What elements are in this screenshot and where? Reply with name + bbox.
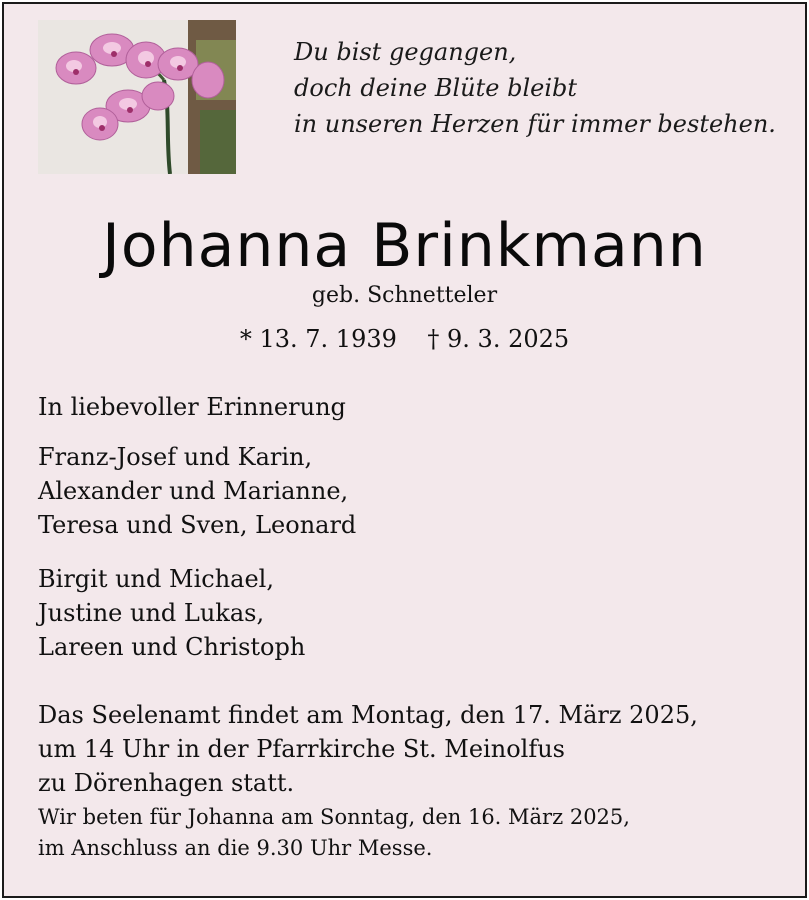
mourners-group-2 (38, 562, 305, 664)
obituary-card (2, 2, 807, 898)
mourner-line: Birgit und Michael, (38, 565, 274, 593)
mourners-intro (38, 390, 346, 424)
maiden-name: geb. Schnetteler (311, 283, 498, 308)
service-line: Das Seelenamt findet am Montag, den 17. März 2025, (38, 701, 698, 729)
birth-date: * 13. 7. 1939 (239, 325, 397, 353)
mourner-line: Teresa und Sven, Leonard (38, 511, 357, 539)
service-line: um 14 Uhr in der Pfarrkirche St. Meinolfus (38, 735, 565, 763)
death-date: † 9. 3. 2025 (427, 325, 570, 353)
mourner-line: Justine und Lukas, (38, 599, 265, 627)
mourner-line: Alexander und Marianne, (38, 477, 349, 505)
service-info (38, 698, 698, 800)
prayer-line: Wir beten für Johanna am Sonntag, den 16. März 2025, (38, 805, 630, 829)
mourner-line: Lareen und Christoph (38, 633, 306, 661)
service-line: zu Dörenhagen statt. (38, 769, 295, 797)
life-dates (4, 322, 805, 356)
mourner-line: Franz-Josef und Karin, (38, 443, 313, 471)
prayer-note (38, 802, 630, 864)
prayer-line: im Anschluss an die 9.30 Uhr Messe. (38, 836, 433, 860)
orchid-photo-icon (38, 20, 236, 174)
deceased-name: Johanna Brinkmann (102, 211, 707, 281)
poem (294, 34, 794, 142)
mourners-group-1 (38, 440, 356, 542)
poem-line: doch deine Blüte bleibt (294, 74, 578, 102)
intro-text: In liebevoller Erinnerung (38, 393, 346, 421)
poem-line: Du bist gegangen, (294, 38, 517, 66)
poem-line: in unseren Herzen für immer bestehen. (294, 110, 776, 138)
